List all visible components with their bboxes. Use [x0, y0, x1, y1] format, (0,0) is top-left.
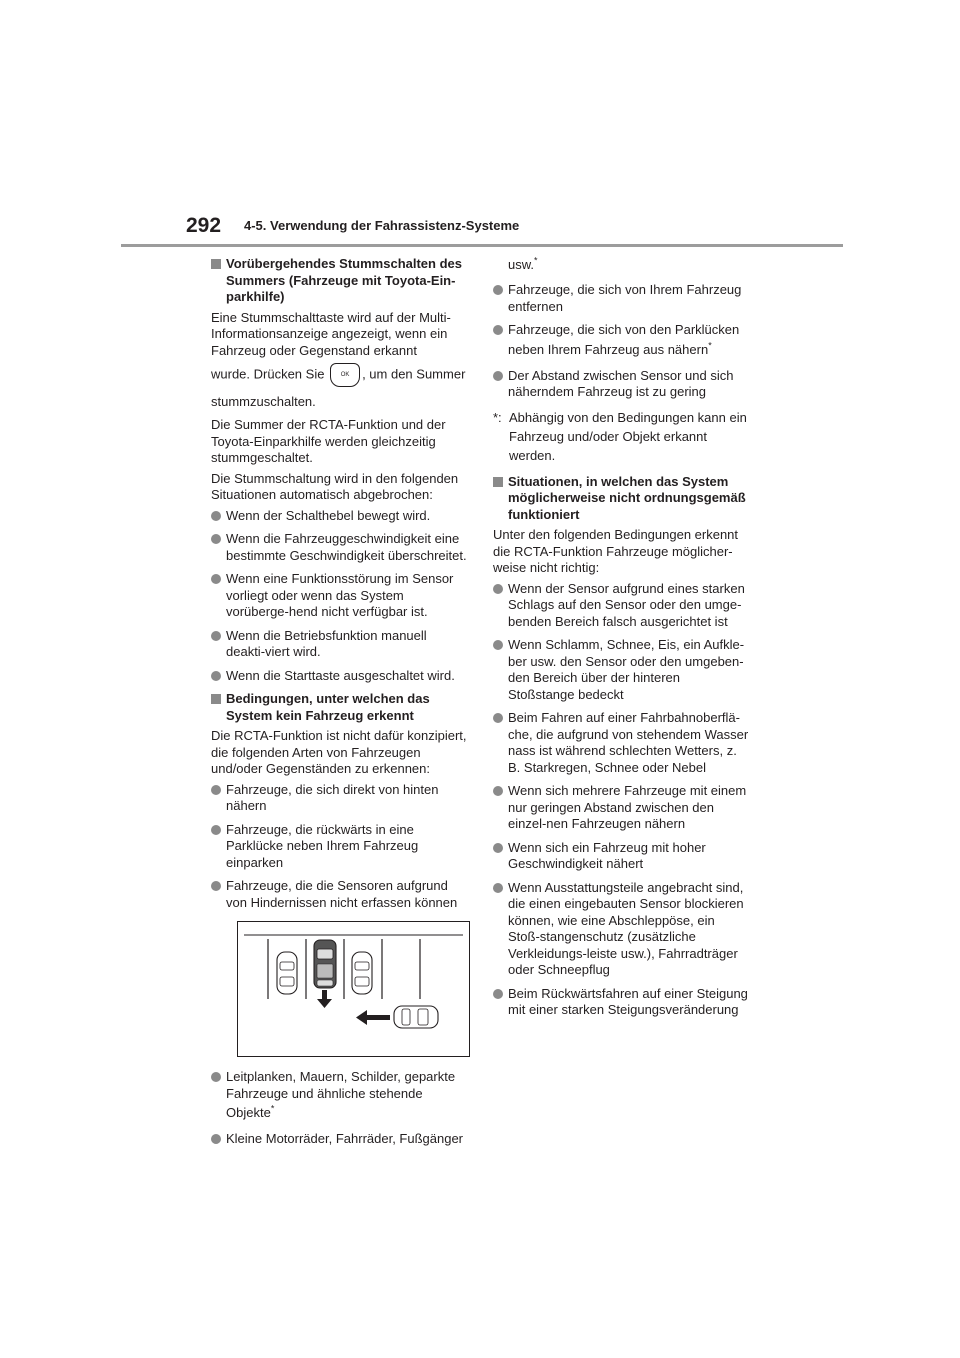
mute-press-text: wurde. Drücken Sie [211, 366, 325, 382]
list-item-text-cont: neben Ihrem Fahrzeug aus nähern [508, 341, 709, 357]
mute-heading-text: Vorübergehendes Stummschalten des Summers (Fahrzeuge mit Toyota-Ein-parkhilfe) [226, 256, 462, 304]
own-car-icon [314, 940, 336, 988]
round-bullet-icon [493, 640, 503, 650]
mute-paragraph-1c: stummzuschalten. [211, 394, 316, 409]
situations-paragraph: Unter den folgenden Bedingungen erkennt die RCTA-Funktion Fahrzeuge möglicher-weise nicht richtig: [493, 527, 739, 575]
mute-press-text-post: , um den Summer [362, 366, 466, 382]
list-item [493, 368, 749, 401]
situations-heading-text: Situationen, in welchen das System möglicherweise nicht ordnungsgemäß funktioniert [508, 473, 746, 522]
header-divider [121, 244, 843, 247]
footnote-text: Abhängig von den Bedingungen kann ein Fahrzeug und/oder Objekt erkannt werden. [509, 409, 747, 463]
round-bullet-icon [211, 825, 221, 835]
round-bullet-icon [211, 574, 221, 584]
round-bullet-icon [493, 285, 503, 295]
parking-diagram-illustration [238, 922, 469, 1056]
page-number: 292 [186, 214, 222, 237]
list-item [493, 880, 749, 979]
footnote-mark: *: [493, 409, 502, 425]
round-bullet-icon [211, 1072, 221, 1082]
list-item [211, 508, 467, 525]
list-item-text: Wenn der Sensor aufgrund eines starken Schlags auf den Sensor oder den umge-benden Bereich falsch ausgerichtet ist [508, 580, 745, 629]
list-item [493, 840, 749, 873]
conditions-paragraph: Die RCTA-Funktion ist nicht dafür konzipiert, die folgenden Arten von Fahrzeugen und/oder Gegenständen zu erkennen: [211, 728, 467, 776]
round-bullet-icon [493, 713, 503, 723]
list-item [211, 1069, 467, 1124]
list-item [493, 710, 749, 776]
list-item-text: Fahrzeuge, die rückwärts in eine Parklücke neben Ihrem Fahrzeug einparken [226, 821, 419, 870]
continuation-text [493, 254, 749, 276]
round-bullet-icon [211, 785, 221, 795]
list-item [211, 668, 467, 685]
page-header [186, 212, 846, 248]
list-item-text: Fahrzeuge, die sich von den Parklücken [508, 322, 740, 337]
list-item-text: Der Abstand zwischen Sensor und sich näherndem Fahrzeug ist zu gering [508, 367, 734, 399]
round-bullet-icon [493, 883, 503, 893]
round-bullet-icon [211, 881, 221, 891]
list-item [493, 637, 749, 703]
footnote-star: * [270, 1103, 275, 1114]
list-item [493, 282, 749, 315]
approaching-car-icon [394, 1006, 438, 1028]
round-bullet-icon [211, 534, 221, 544]
list-item [211, 531, 467, 564]
round-bullet-icon [493, 786, 503, 796]
list-item-text: Wenn sich ein Fahrzeug mit hoher Geschwindigkeit nähert [508, 839, 706, 871]
list-item-text: Wenn Ausstattungsteile angebracht sind, die einen eingebauten Sensor blockieren können, wie eine Abschleppöse, ein Stoß-stangenschutz (zusätzliche Verkleidungs-leiste usw.), Fahrradträger oder Schneepflug [508, 879, 744, 977]
list-item-text: Wenn die Starttaste ausgeschaltet wird. [226, 667, 455, 683]
list-item-text: Wenn sich mehrere Fahrzeuge mit einem nur geringen Abstand zwischen den einzel-nen Fahrzeugen nähern [508, 783, 747, 831]
round-bullet-icon [493, 584, 503, 594]
list-item [493, 581, 749, 631]
conditions-heading [211, 691, 467, 724]
list-item [211, 822, 467, 872]
list-item-text: Wenn Schlamm, Schnee, Eis, ein Aufkle-ber usw. den Sensor oder den umgeben-den Bereich über der hinteren Stoßstange bedeckt [508, 637, 745, 702]
section-title: 4-5. Verwendung der Fahrassistenz-Systeme [244, 218, 520, 233]
square-bullet-icon [493, 477, 503, 487]
round-bullet-icon [211, 671, 221, 681]
round-bullet-icon [493, 371, 503, 381]
list-item-text-cont: Objekte [226, 1105, 271, 1120]
round-bullet-icon [211, 1134, 221, 1144]
list-item-text: Wenn eine Funktionsstörung im Sensor vorliegt oder wenn das System vorüberge-hend nicht verfügbar ist. [226, 571, 454, 619]
left-column [211, 254, 467, 1155]
mute-paragraph-1b [211, 363, 467, 387]
mute-paragraph-3: Die Stummschaltung wird in den folgenden Situationen automatisch abgebrochen: [211, 470, 459, 502]
list-item [493, 322, 749, 361]
list-item-text: Kleine Motorräder, Fahrräder, Fußgänger [226, 1131, 464, 1146]
approach-arrow-icon [356, 1010, 390, 1025]
round-bullet-icon [211, 511, 221, 521]
parking-diagram [237, 921, 470, 1057]
list-item-text: Beim Fahren auf einer Fahrbahnoberflä-che, die aufgrund von stehendem Wasser nass ist während schlechten Wetters, z. B. Starkregen, Schnee oder Nebel [508, 710, 749, 775]
list-item [211, 1131, 467, 1148]
footnote [493, 408, 749, 465]
list-item [211, 782, 467, 815]
list-item [493, 783, 749, 833]
list-item-text: Wenn der Schalthebel bewegt wird. [226, 507, 431, 523]
footnote-star: * [534, 255, 538, 266]
footnote-star: * [708, 340, 712, 351]
list-item [493, 986, 749, 1019]
list-item-text: Fahrzeuge, die die Sensoren aufgrund von Hindernissen nicht erfassen können [226, 878, 458, 910]
list-item-text: Wenn die Betriebsfunktion manuell deakti-viert wird. [226, 627, 427, 659]
mute-paragraph-1: Eine Stummschalttaste wird auf der Multi-Informationsanzeige angezeigt, wenn ein Fahrzeug oder Gegenstand erkannt [211, 309, 451, 358]
continuation-text-value: usw. [508, 257, 535, 272]
round-bullet-icon [493, 989, 503, 999]
list-item-text: Fahrzeuge, die sich direkt von hinten nähern [226, 781, 439, 813]
square-bullet-icon [211, 259, 221, 269]
parked-car-right-icon [352, 952, 372, 994]
list-item [211, 878, 467, 911]
parked-car-left-icon [277, 952, 297, 994]
list-item-text: Beim Rückwärtsfahren auf einer Steigung mit einer starken Steigungsveränderung [508, 985, 748, 1017]
reverse-arrow-icon [317, 990, 332, 1008]
round-bullet-icon [493, 325, 503, 335]
square-bullet-icon [211, 694, 221, 704]
ok-button-icon: OK [330, 363, 360, 387]
list-item-text: Wenn die Fahrzeuggeschwindigkeit eine bestimmte Geschwindigkeit überschreitet. [226, 531, 467, 563]
round-bullet-icon [211, 631, 221, 641]
conditions-heading-text: Bedingungen, unter welchen das System kein Fahrzeug erkennt [226, 691, 430, 723]
round-bullet-icon [493, 843, 503, 853]
mute-paragraph-2: Die Summer der RCTA-Funktion und der Toyota-Einparkhilfe werden gleichzeitig stummgeschaltet. [211, 417, 446, 465]
list-item-text: Fahrzeuge, die sich von Ihrem Fahrzeug entfernen [508, 282, 742, 314]
list-item-text: Leitplanken, Mauern, Schilder, geparkte Fahrzeuge und ähnliche stehende [226, 1069, 456, 1101]
list-item [211, 571, 467, 621]
right-column [493, 254, 749, 1026]
situations-heading [493, 474, 749, 524]
mute-heading [211, 256, 467, 306]
list-item [211, 628, 467, 661]
